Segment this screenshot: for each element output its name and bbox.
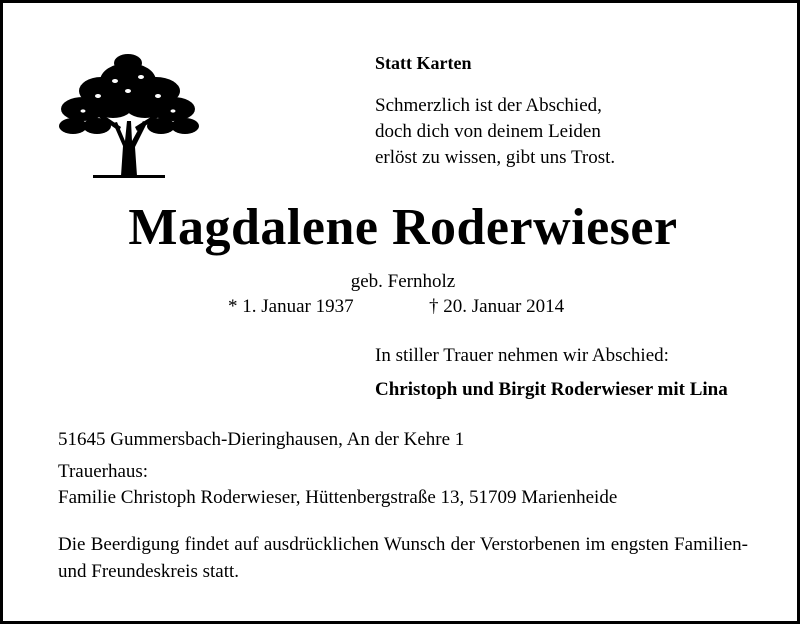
verse-line: doch dich von deinem Leiden <box>375 121 601 142</box>
verse <box>375 93 615 171</box>
mourners: Christoph und Birgit Roderwieser mit Lina <box>375 379 728 400</box>
maiden-name: geb. Fernholz <box>350 271 456 292</box>
deceased-name: Magdalene Roderwieser <box>128 199 678 256</box>
house-of-mourning-address: Familie Christoph Roderwieser, Hüttenbergstraße 13, 51709 Marienheide <box>58 487 618 508</box>
tree-icon <box>53 51 203 181</box>
funeral-note: Die Beerdigung findet auf ausdrücklichen Wunsch der Verstorbenen im engsten Familien- und Freundeskreis statt. <box>58 534 748 582</box>
death-date: † 20. Januar 2014 <box>429 296 565 317</box>
verse-line: Schmerzlich ist der Abschied, <box>375 95 602 116</box>
mourning-intro: In stiller Trauer nehmen wir Abschied: <box>375 345 669 366</box>
birth-date: * 1. Januar 1937 <box>228 296 354 317</box>
address: 51645 Gummersbach-Dieringhausen, An der Kehre 1 <box>58 429 465 450</box>
header-label: Statt Karten <box>375 53 472 73</box>
house-of-mourning-label: Trauerhaus: <box>58 461 149 482</box>
verse-line: erlöst zu wissen, gibt uns Trost. <box>375 147 616 168</box>
